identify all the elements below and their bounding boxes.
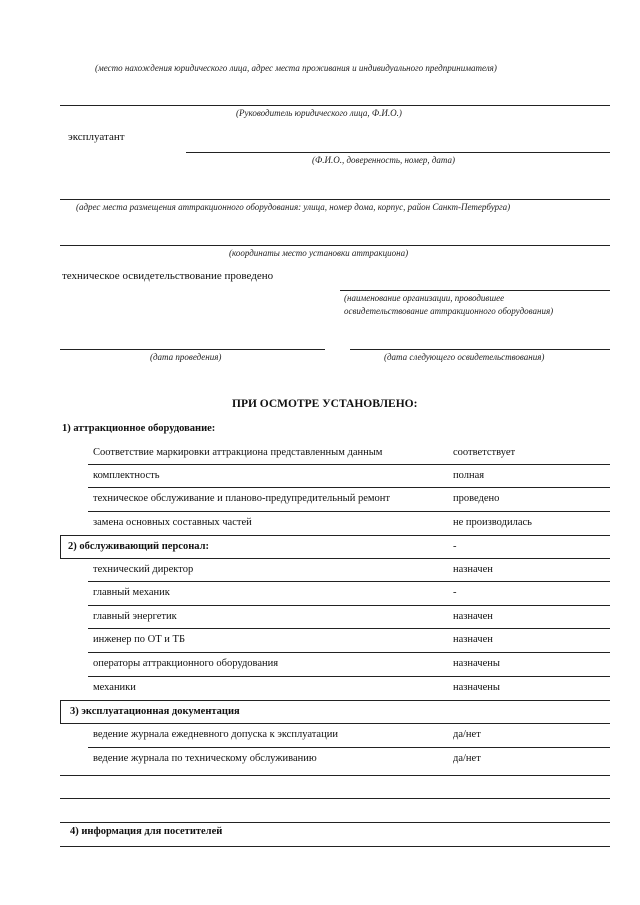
next-date-line bbox=[350, 349, 610, 350]
caption-head: (Руководитель юридического лица, Ф.И.О.) bbox=[236, 108, 402, 118]
row-label: техническое обслуживание и планово-предупредительный ремонт bbox=[93, 493, 390, 504]
caption-org-line2: освидетельствование аттракционного оборудования) bbox=[344, 306, 554, 316]
head-line bbox=[60, 105, 610, 106]
row-value: проведено bbox=[453, 493, 500, 504]
row-value: да/нет bbox=[453, 729, 481, 740]
caption-org-line1: (наименование организации, проводившее bbox=[344, 293, 505, 303]
row-label: механики bbox=[93, 682, 136, 693]
row-value: - bbox=[453, 587, 457, 598]
row-label: главный энергетик bbox=[93, 611, 177, 622]
findings-title: ПРИ ОСМОТРЕ УСТАНОВЛЕНО: bbox=[232, 398, 418, 410]
section2-title: 2) обслуживающий персонал: bbox=[68, 541, 209, 552]
row-label: ведение журнала ежедневного допуска к эксплуатации bbox=[93, 729, 338, 740]
coords-line bbox=[60, 245, 610, 246]
location-line bbox=[60, 199, 610, 200]
row-value: назначен bbox=[453, 564, 493, 575]
row-divider bbox=[60, 822, 610, 823]
row-divider bbox=[60, 775, 610, 776]
row-value: да/нет bbox=[453, 753, 481, 764]
date-line bbox=[60, 349, 325, 350]
row-value: не производилась bbox=[453, 517, 532, 528]
row-label: главный механик bbox=[93, 587, 170, 598]
row-border bbox=[60, 535, 61, 559]
row-divider bbox=[88, 605, 610, 606]
operator-label: эксплуатант bbox=[68, 131, 125, 143]
section3-title: 3) эксплуатационная документация bbox=[70, 706, 240, 717]
row-label: замена основных составных частей bbox=[93, 517, 252, 528]
caption-address: (место нахождения юридического лица, адрес места проживания и индивидуального предпринимателя) bbox=[95, 63, 497, 73]
inspection-label: техническое освидетельствование проведено bbox=[62, 270, 274, 282]
row-divider bbox=[88, 487, 610, 488]
row-divider bbox=[60, 723, 610, 724]
row-label: технический директор bbox=[93, 564, 194, 575]
row-divider bbox=[88, 628, 610, 629]
caption-location: (адрес места размещения аттракционного оборудования: улица, номер дома, корпус, район Санкт-Петербурга) bbox=[76, 202, 511, 212]
caption-next-date: (дата следующего освидетельствования) bbox=[384, 352, 545, 362]
row-value: назначены bbox=[453, 682, 500, 693]
caption-date: (дата проведения) bbox=[150, 352, 222, 362]
operator-line bbox=[186, 152, 610, 153]
row-value: назначены bbox=[453, 658, 500, 669]
row-divider bbox=[60, 798, 610, 799]
org-line bbox=[340, 290, 610, 291]
section1-title: 1) аттракционное оборудование: bbox=[62, 423, 216, 434]
caption-operator: (Ф.И.О., доверенность, номер, дата) bbox=[312, 155, 455, 165]
row-value: назначен bbox=[453, 611, 493, 622]
row-border bbox=[60, 700, 61, 724]
row-divider bbox=[60, 558, 610, 559]
row-divider bbox=[88, 652, 610, 653]
row-value: полная bbox=[453, 470, 485, 481]
row-label: Соответствие маркировки аттракциона представленным данным bbox=[93, 447, 383, 458]
row-label: операторы аттракционного оборудования bbox=[93, 658, 279, 669]
section4-title: 4) информация для посетителей bbox=[70, 826, 223, 837]
row-divider bbox=[88, 581, 610, 582]
section2-value: - bbox=[453, 541, 457, 552]
row-divider bbox=[88, 511, 610, 512]
row-value: соответствует bbox=[453, 447, 516, 458]
row-divider bbox=[88, 464, 610, 465]
row-value: назначен bbox=[453, 634, 493, 645]
row-divider bbox=[60, 846, 610, 847]
row-label: ведение журнала по техническому обслуживанию bbox=[93, 753, 317, 764]
row-divider bbox=[60, 535, 610, 536]
row-divider bbox=[88, 747, 610, 748]
row-label: комплектность bbox=[93, 470, 160, 481]
row-divider bbox=[88, 676, 610, 677]
row-label: инженер по ОТ и ТБ bbox=[93, 634, 185, 645]
caption-coords: (координаты место установки аттракциона) bbox=[229, 248, 409, 258]
row-divider bbox=[60, 700, 610, 701]
